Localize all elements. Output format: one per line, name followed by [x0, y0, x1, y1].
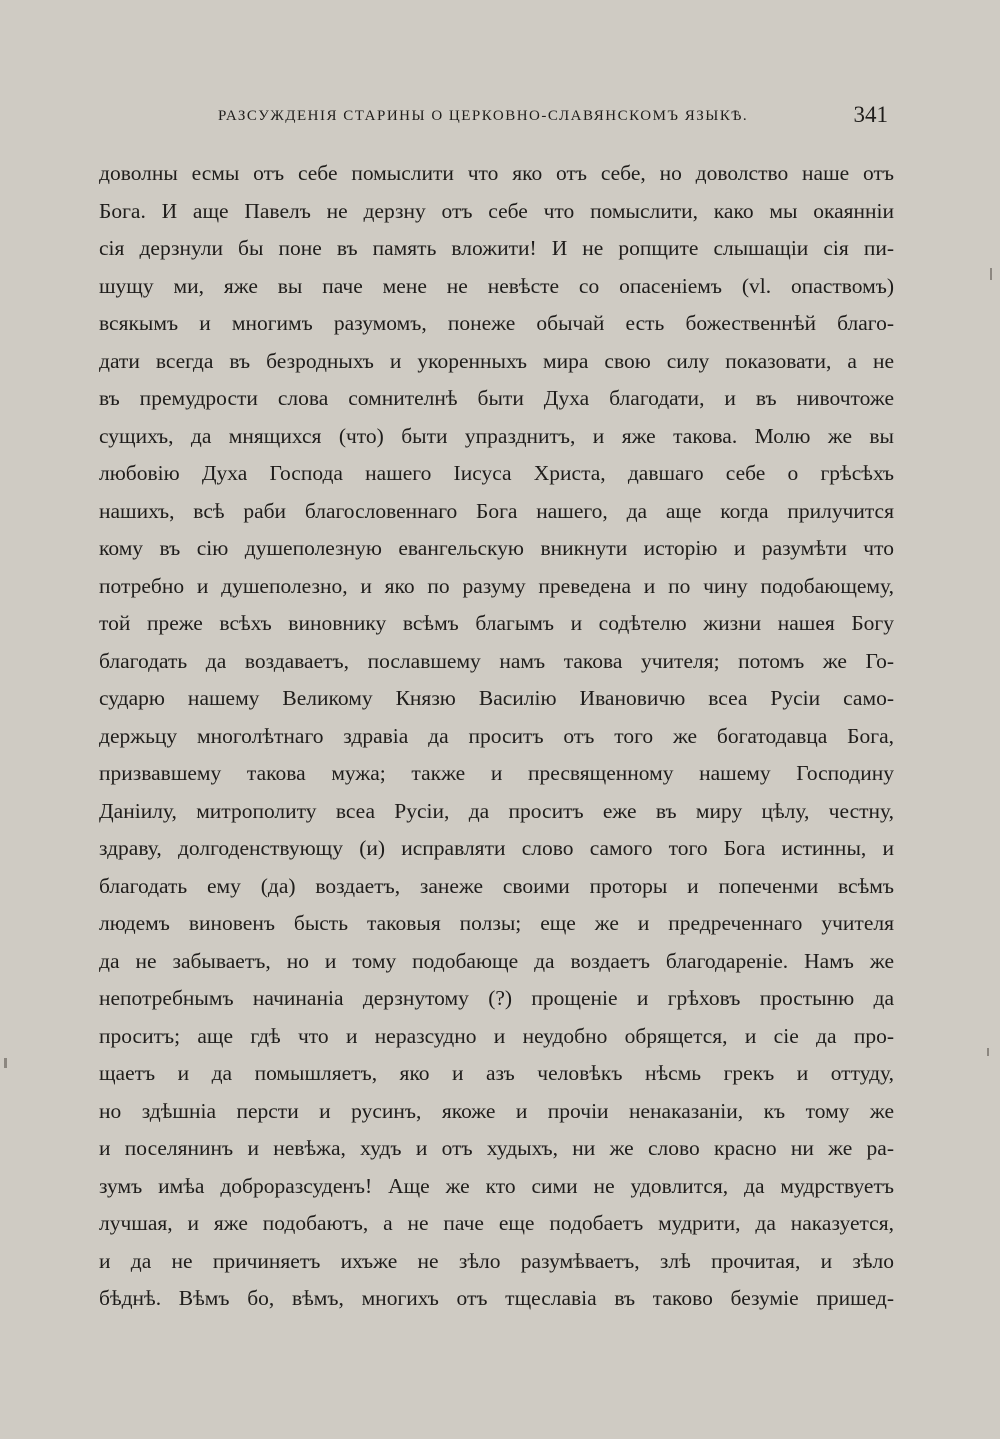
text-line: здраву, долгоденствующу (и) исправляти слово самого того Бога истинны, и: [99, 836, 894, 860]
text-line: дати всегда въ безродныхъ и укоренныхъ мира свою силу показовати, а не: [99, 348, 894, 373]
text-line: всякымъ и многимъ разумомъ, понеже обычай есть божественнѣй благо-: [99, 311, 894, 335]
page-number: 341: [853, 102, 888, 127]
scan-speck: [990, 268, 992, 280]
text-line: лучшая, и яже подобаютъ, а не паче еще подобаетъ мудрити, да наказуется,: [99, 1211, 894, 1235]
text-line: и поселянинъ и невѣжа, худъ и отъ худыхъ, ни же слово красно ни же ра-: [99, 1136, 894, 1160]
text-line: доволны есмы отъ себе помыслити что яко отъ себе, но доволство наше отъ: [99, 161, 894, 185]
running-title: РАЗСУЖДЕНІЯ СТАРИНЫ О ЦЕРКОВНО-СЛАВЯНСКОМЪ ЯЗЫКѢ.: [218, 108, 749, 124]
text-line: благодать ему (да) воздаетъ, занеже своими проторы и попеченми всѣмъ: [99, 873, 894, 898]
text-line: проситъ; аще гдѣ что и неразсудно и неудобно обрящется, и сіе да про-: [99, 1023, 894, 1048]
text-line: любовію Духа Господа нашего Іисуса Христа, давшаго себе о грѣсѣхъ: [99, 461, 894, 485]
text-line: держьцу многолѣтнаго здравіа да проситъ отъ того же богатодавца Бога,: [99, 723, 894, 748]
text-line: щаетъ и да помышляетъ, яко и азъ человѣкъ нѣсмь грекъ и оттуду,: [99, 1061, 894, 1085]
text-line: и да не причиняетъ ихъже не зѣло разумѣваетъ, злѣ прочитая, и зѣло: [99, 1248, 894, 1273]
text-line: Даніилу, митрополиту всеа Русіи, да проситъ еже въ миру цѣлу, честну,: [99, 798, 894, 823]
body-text: [99, 155, 894, 1318]
text-line: въ премудрости слова сомнителнѣ быти Духа благодати, и въ нивочтоже: [99, 386, 894, 410]
text-line: непотребнымъ начинаніа дерзнутому (?) прощеніе и грѣховъ простыню да: [99, 986, 894, 1010]
text-line: той преже всѣхъ виновнику всѣмъ благымъ и содѣтелю жизни нашея Богу: [99, 611, 894, 635]
text-line: людемъ виновенъ бысть таковыя ползы; еще же и предреченнаго учителя: [99, 911, 894, 935]
text-line: потребно и душеполезно, и яко по разуму преведена и по чину подобающему,: [99, 573, 894, 598]
text-line: но здѣшніа персти и русинъ, якоже и прочіи ненаказаніи, къ тому же: [99, 1098, 894, 1123]
text-line: бѣднѣ. Вѣмъ бо, вѣмъ, многихъ отъ тщеславіа въ таково безуміе пришед-: [99, 1286, 894, 1310]
scan-speck: [987, 1048, 989, 1056]
text-line: Бога. И аще Павелъ не дерзну отъ себе что помыслити, како мы окаянніи: [99, 198, 894, 223]
text-line: кому въ сію душеполезную евангельскую вникнути исторію и разумѣти что: [99, 536, 894, 560]
text-line: сущихъ, да мнящихся (что) быти упразднитъ, и яже такова. Молю же вы: [99, 423, 894, 448]
text-line: нашихъ, всѣ раби благословеннаго Бога нашего, да аще когда прилучится: [99, 498, 894, 523]
text-line: призвавшему такова мужа; также и пресвященному нашему Господину: [99, 761, 894, 785]
running-head: [218, 102, 898, 136]
scan-speck: [4, 1058, 7, 1068]
text-line: шущу ми, яже вы паче мене не невѣсте со опасеніемъ (vl. опаствомъ): [99, 273, 894, 298]
text-line: зумъ имѣа доброразсуденъ! Аще же кто сими не удовлится, да мудрствуетъ: [99, 1173, 894, 1198]
text-line: сія дерзнули бы поне въ память вложити! И не ропщите слышащіи сія пи-: [99, 236, 894, 260]
text-line: благодать да воздаваетъ, пославшему намъ такова учителя; потомъ же Го-: [99, 648, 894, 673]
text-line: да не забываетъ, но и тому подобающе да воздаетъ благодареніе. Намъ же: [99, 948, 894, 973]
text-line: сударю нашему Великому Князю Василію Ивановичю всеа Русіи само-: [99, 686, 894, 710]
